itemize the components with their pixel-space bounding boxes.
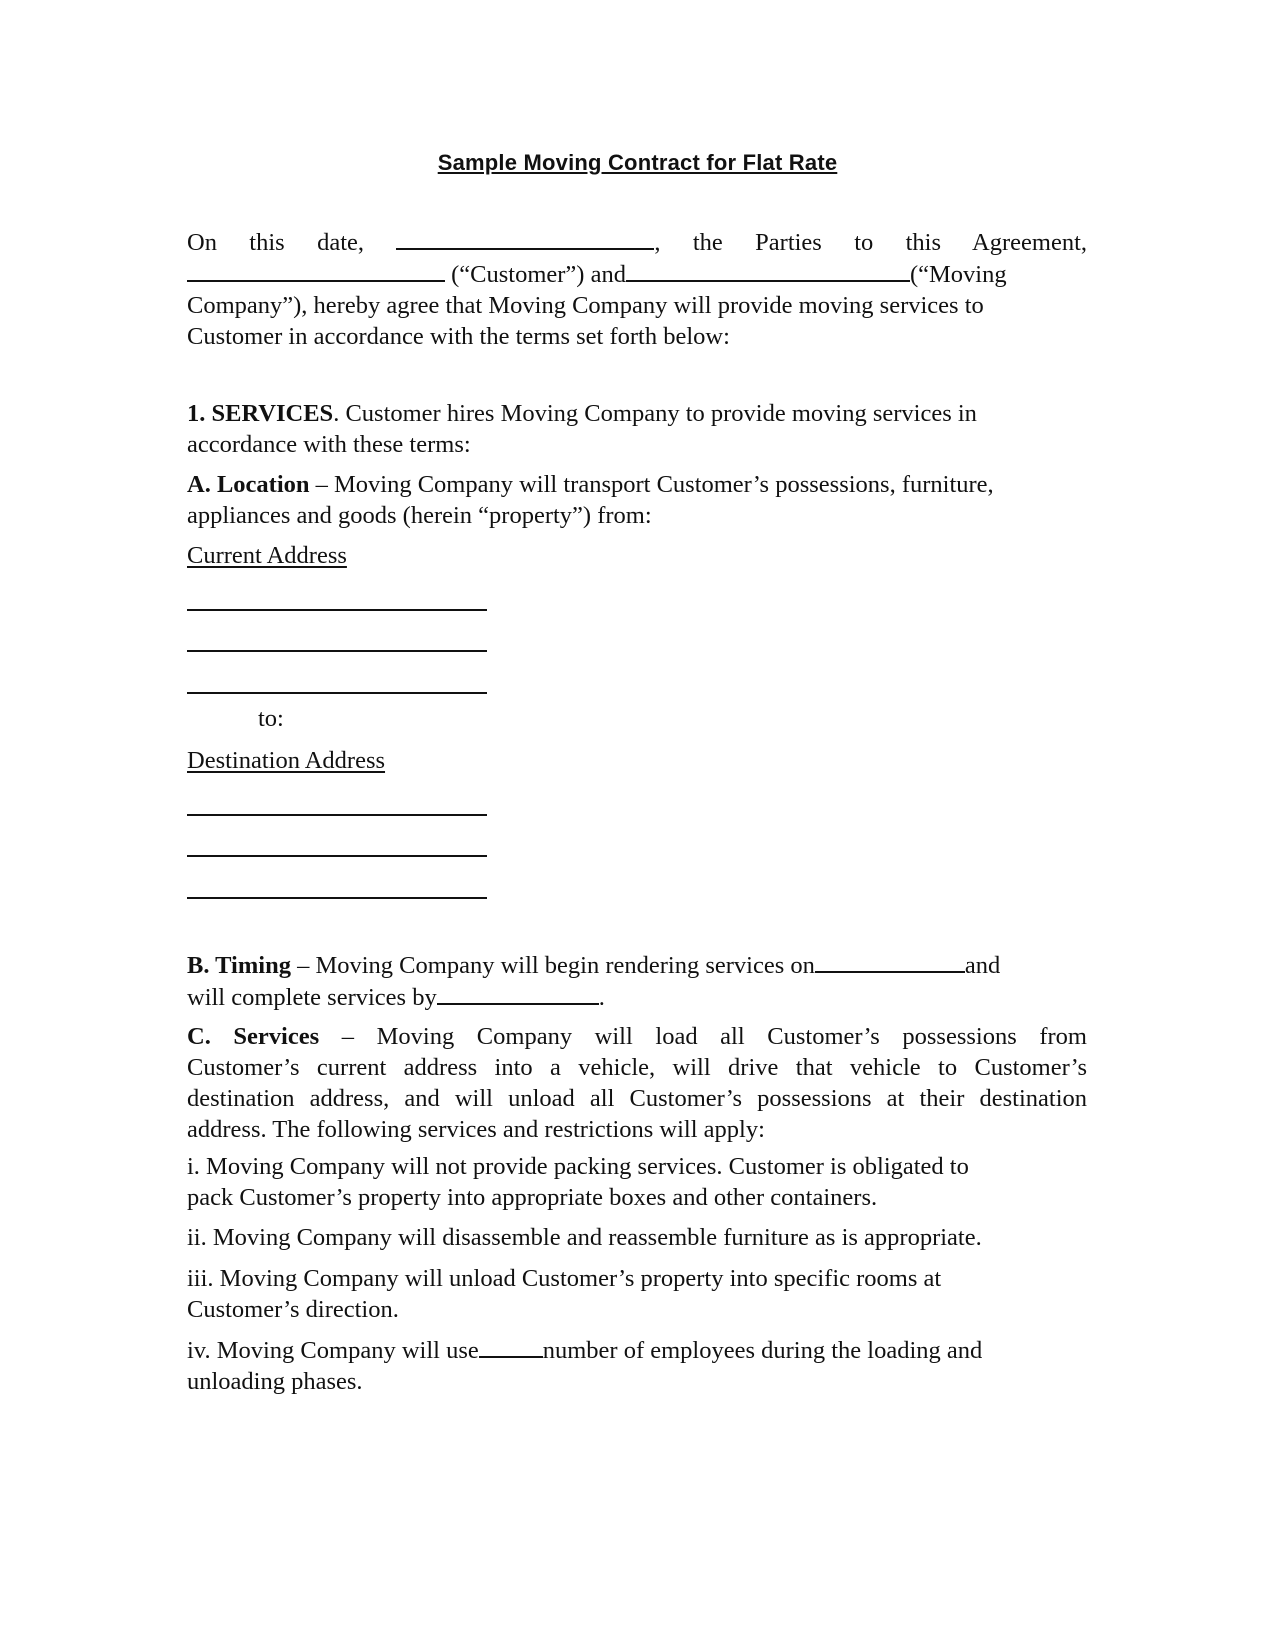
services-text-2: accordance with these terms:: [187, 431, 471, 458]
intro-line-4: Customer in accordance with the terms set forth below:: [187, 323, 730, 350]
current-address-line-1[interactable]: [187, 609, 487, 611]
intro-moving-open: (“Moving: [909, 261, 1007, 288]
intro-line-2: [187, 258, 1087, 290]
intro-line-3: Company”), hereby agree that Moving Company will provide moving services to: [187, 292, 984, 319]
end-date-blank[interactable]: [437, 981, 599, 1005]
destination-address-line-2[interactable]: [187, 855, 487, 857]
item-i-line-2: pack Customer’s property into appropriate boxes and other containers.: [187, 1184, 878, 1211]
c-services-section: [187, 1021, 1087, 1145]
item-iv: [187, 1334, 1087, 1397]
item-ii-line-1: ii. Moving Company will disassemble and reassemble furniture as is appropriate.: [187, 1224, 982, 1251]
item-ii: [187, 1222, 1087, 1253]
intro-customer-and: (“Customer”) and: [451, 261, 626, 288]
intro-paragraph: [187, 226, 1087, 352]
c-services-text-2: Customer’s current address into a vehicle, will drive that vehicle to Customer’s: [187, 1054, 1087, 1081]
location-text-1: – Moving Company will transport Customer’s possessions, furniture,: [309, 471, 994, 498]
item-iii: [187, 1263, 1087, 1325]
intro-on-this-date: On this date,: [187, 229, 364, 256]
timing-section: [187, 949, 1087, 1013]
destination-address-line-1[interactable]: [187, 814, 487, 816]
timing-heading: B. Timing: [187, 952, 291, 979]
customer-name-blank[interactable]: [187, 258, 445, 282]
timing-text-a: – Moving Company will begin rendering services on: [290, 952, 815, 979]
timing-and: and: [964, 952, 1001, 979]
item-iv-text-a: iv. Moving Company will use: [187, 1337, 479, 1364]
start-date-blank[interactable]: [815, 949, 965, 973]
to-block: [258, 703, 1158, 734]
to-label: to:: [258, 705, 284, 732]
current-address-line-2[interactable]: [187, 650, 487, 652]
item-i: [187, 1151, 1087, 1213]
current-address-label: Current Address: [187, 542, 347, 569]
item-iii-line-2: Customer’s direction.: [187, 1296, 399, 1323]
item-i-line-1: i. Moving Company will not provide packing services. Customer is obligated to: [187, 1153, 969, 1180]
c-services-heading: C. Services: [187, 1023, 320, 1050]
intro-line-1: [187, 226, 1087, 258]
destination-address-block: [187, 745, 1087, 776]
location-text-2: appliances and goods (herein “property”) from:: [187, 502, 652, 529]
current-address-block: [187, 540, 1087, 571]
current-address-line-3[interactable]: [187, 692, 487, 694]
document-title: Sample Moving Contract for Flat Rate: [437, 150, 838, 175]
c-services-text-1: – Moving Company will load all Customer’s possessions from: [319, 1023, 1087, 1050]
services-heading: 1. SERVICES: [187, 400, 334, 427]
destination-address-line-3[interactable]: [187, 897, 487, 899]
item-iv-text-b: number of employees during the loading and: [542, 1337, 983, 1364]
location-section: [187, 469, 1087, 531]
timing-text-b: will complete services by: [187, 984, 437, 1011]
services-text-1: . Customer hires Moving Company to provide moving services in: [333, 400, 977, 427]
date-blank[interactable]: [396, 226, 654, 250]
services-section: [187, 398, 1087, 460]
item-iv-line-2: unloading phases.: [187, 1368, 363, 1395]
moving-company-name-blank[interactable]: [626, 258, 910, 282]
intro-parties: , the Parties to this Agreement,: [654, 229, 1087, 256]
c-services-text-3: destination address, and will unload all Customer’s possessions at their destination: [187, 1085, 1087, 1112]
employees-count-blank[interactable]: [479, 1334, 543, 1358]
timing-period: .: [598, 984, 605, 1011]
c-services-text-4: address. The following services and restrictions will apply:: [187, 1116, 765, 1143]
destination-address-label: Destination Address: [187, 747, 386, 774]
location-heading: A. Location: [187, 471, 310, 498]
item-iii-line-1: iii. Moving Company will unload Customer’s property into specific rooms at: [187, 1265, 942, 1292]
